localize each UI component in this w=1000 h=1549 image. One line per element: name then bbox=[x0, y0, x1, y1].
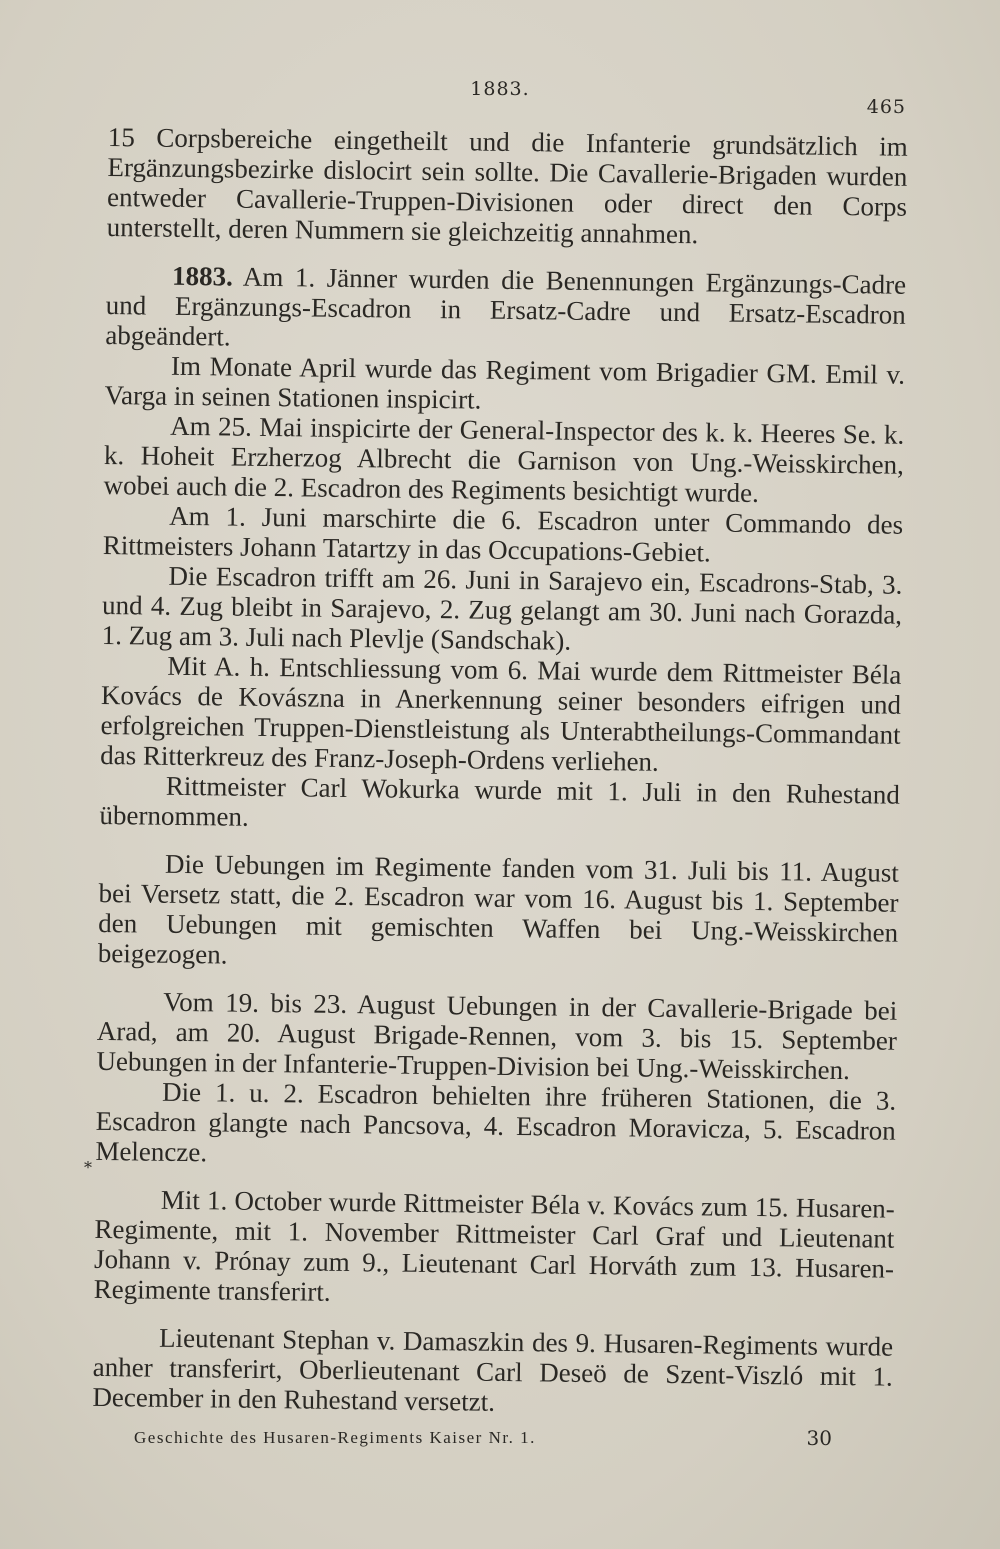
paragraph-12: Mit 1. October wurde Rittmeister Béla v. Kovács zum 15. Husaren-Regimente, mit 1. November Rittmeister Carl Graf und Lieutenant Johann v. Prónay zum 9., Lieutenant Carl Horváth zum 13. Husaren-Regimente transferirt. bbox=[93, 1184, 895, 1307]
signature-title: Geschichte des Husaren-Regiments Kaiser Nr. 1. bbox=[134, 1428, 536, 1447]
paragraph-7: Mit A. h. Entschliessung vom 6. Mai wurde dem Rittmeister Béla Kovács de Kovászna in Anerkennung seiner besonders eifrigen und erfolgreichen Truppen-Dienstleistung als Unterabtheilungs-Commandant das Ritterkreuz des Franz-Joseph-Ordens verliehen. bbox=[100, 650, 902, 777]
paragraph-13: Lieutenant Stephan v. Damaszkin des 9. Husaren-Regiments wurde anher transferirt, Oberlieutenant Carl Deseö de Szent-Viszló mit 1. December in den Ruhestand versetzt. bbox=[92, 1322, 894, 1417]
year-lead: 1883. bbox=[171, 260, 234, 292]
body-text bbox=[92, 122, 908, 1422]
paragraph-8: Rittmeister Carl Wokurka wurde mit 1. Juli in den Ruhestand übernommen. bbox=[99, 770, 901, 832]
paragraph-5: Am 1. Juni marschirte die 6. Escadron unter Commando des Rittmeisters Johann Tatartzy in das Occupations-Gebiet. bbox=[102, 500, 904, 568]
paragraph-3: Im Monate April wurde das Regiment vom Brigadier GM. Emil v. Varga in seinen Stationen inspicirt. bbox=[104, 350, 906, 415]
paragraph-11: Die 1. u. 2. Escadron behielten ihre früheren Stationen, die 3. Escadron glangte nach Pancsova, 4. Escadron Moravicza, 5. Escadron Melencze. bbox=[95, 1076, 897, 1168]
paragraph-2-text: Am 1. Jänner wurden die Benennungen Ergänzungs-Cadre und Ergänzungs-Escadron in Ersatz-Cadre und Ersatz-Escadron abgeändert. bbox=[105, 261, 907, 352]
paragraph-6: Die Escadron trifft am 26. Juni in Sarajevo ein, Escadrons-Stab, 3. und 4. Zug bleibt in Sarajevo, 2. Zug gelangt am 30. Juni nach Gorazda, 1. Zug am 3. Juli nach Plevlje (Sandschak). bbox=[101, 560, 903, 656]
paragraph-10: Vom 19. bis 23. August Uebungen in der Cavallerie-Brigade bei Arad, am 20. August Brigade-Rennen, vom 3. bis 15. September Uebungen in der Infanterie-Truppen-Division bei Ung.-Weisskirchen. bbox=[96, 986, 898, 1086]
page-number: 465 bbox=[866, 96, 906, 118]
paragraph-1: 15 Corpsbereiche eingetheilt und die Infanterie grundsätzlich im Ergänzungsbezirke dislocirt sein sollte. Die Cavallerie-Brigaden wurden entweder Cavallerie-Truppen-Divisionen oder direct den Corps unterstellt, deren Nummern sie gleichzeitig annahmen. bbox=[106, 122, 908, 250]
margin-mark: * bbox=[84, 1158, 92, 1177]
paragraph-9: Die Uebungen im Regimente fanden vom 31. Juli bis 11. August bei Versetz statt, die 2. Escadron war vom 16. August bis 1. September den Uebungen mit gemischten Waffen bei Ung.-Weisskirchen beigezogen. bbox=[97, 848, 900, 970]
running-head-year: 1883. bbox=[470, 78, 530, 100]
paragraph-2 bbox=[105, 260, 906, 360]
signature-number: 30 bbox=[806, 1426, 832, 1450]
paragraph-4: Am 25. Mai inspicirte der General-Inspector des k. k. Heeres Se. k. k. Hoheit Erzherzog Albrecht die Garnison von Ung.-Weisskirchen, wobei auch die 2. Escadron des Regiments besichtigt wurde. bbox=[103, 410, 905, 508]
